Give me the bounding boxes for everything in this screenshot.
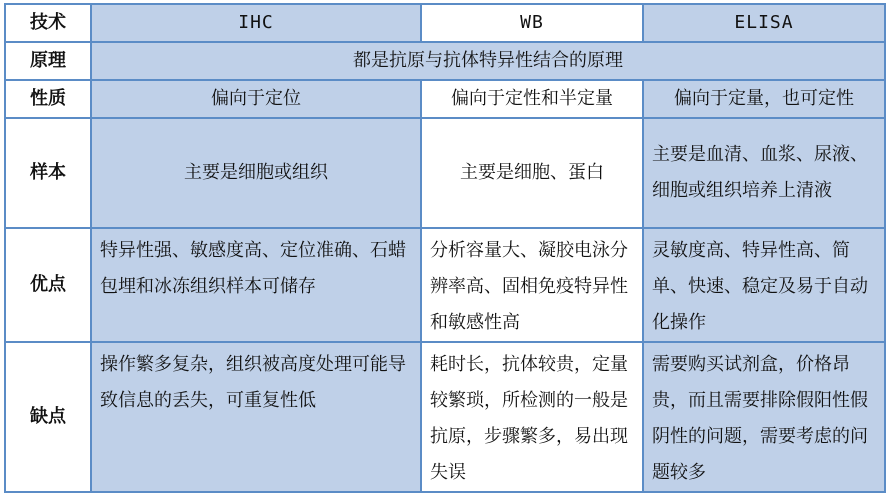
- header-technique: 技术: [5, 4, 91, 42]
- row-nature: [5, 80, 885, 118]
- disadvantages-elisa: 需要购买试剂盒，价格昂贵，而且需要排除假阳性假阴性的问题，需要考虑的问题较多: [643, 342, 885, 492]
- nature-elisa: 偏向于定量，也可定性: [643, 80, 885, 118]
- advantages-elisa: 灵敏度高、特异性高、简单、快速、稳定及易于自动化操作: [643, 228, 885, 342]
- row-advantages: [5, 228, 885, 342]
- nature-wb: 偏向于定性和半定量: [421, 80, 643, 118]
- row-label-disadvantages: 缺点: [5, 342, 91, 492]
- row-label-principle: 原理: [5, 42, 91, 80]
- header-elisa: ELISA: [643, 4, 885, 42]
- disadvantages-ihc: 操作繁多复杂，组织被高度处理可能导致信息的丢失，可重复性低: [91, 342, 421, 492]
- advantages-ihc: 特异性强、敏感度高、定位准确、石蜡包埋和冰冻组织样本可储存: [91, 228, 421, 342]
- row-label-sample: 样本: [5, 118, 91, 228]
- nature-ihc: 偏向于定位: [91, 80, 421, 118]
- row-sample: [5, 118, 885, 228]
- sample-wb: 主要是细胞、蛋白: [421, 118, 643, 228]
- disadvantages-wb: 耗时长，抗体较贵，定量较繁琐，所检测的一般是抗原，步骤繁多，易出现失误: [421, 342, 643, 492]
- row-label-nature: 性质: [5, 80, 91, 118]
- row-label-advantages: 优点: [5, 228, 91, 342]
- sample-ihc: 主要是细胞或组织: [91, 118, 421, 228]
- header-wb: WB: [421, 4, 643, 42]
- row-disadvantages: [5, 342, 885, 492]
- row-principle: [5, 42, 885, 80]
- header-ihc: IHC: [91, 4, 421, 42]
- sample-elisa: 主要是血清、血浆、尿液、细胞或组织培养上清液: [643, 118, 885, 228]
- comparison-table: [4, 3, 886, 493]
- advantages-wb: 分析容量大、凝胶电泳分辨率高、固相免疫特异性和敏感性高: [421, 228, 643, 342]
- principle-text: 都是抗原与抗体特异性结合的原理: [91, 42, 885, 80]
- header-row: [5, 4, 885, 42]
